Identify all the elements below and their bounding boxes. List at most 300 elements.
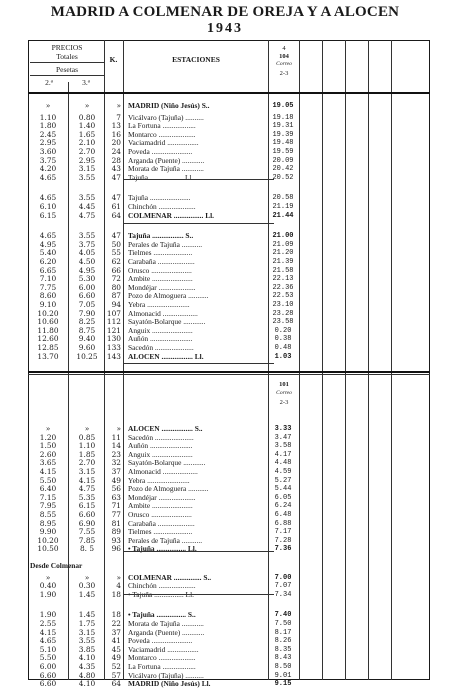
time-value: 19.39 — [272, 130, 294, 139]
price-2nd-class: 1.90 — [39, 610, 57, 620]
time-value: 21.19 — [272, 203, 294, 211]
time-value: 8.26 — [274, 637, 292, 646]
header-class-2: 2.ª — [45, 78, 53, 87]
price-2nd-class: 6.00 — [39, 662, 57, 671]
header-rule — [30, 75, 104, 76]
time-value: 3.58 — [274, 442, 292, 451]
station-name: La Fortuna .................. — [128, 121, 196, 131]
station-name: Yebra ....................... — [128, 300, 190, 309]
station-name: Mondéjar .................... — [128, 492, 196, 502]
price-2nd-class: 7.95 — [39, 501, 57, 511]
header-estaciones: ESTACIONES — [172, 55, 220, 64]
km-value: 47 — [111, 172, 121, 182]
time-value: 20.09 — [272, 156, 294, 165]
section-divider — [28, 374, 430, 375]
time-value: 22.36 — [272, 283, 294, 292]
price-2nd-class: 4.95 — [39, 239, 57, 249]
km-value: 50 — [111, 239, 121, 249]
station-name: Tajuña ...................... — [128, 193, 191, 203]
station-name: Morata de Tajuña ............ — [128, 619, 204, 628]
km-value: 20 — [111, 138, 121, 148]
price-3rd-class: 6.60 — [78, 291, 96, 301]
price-3rd-class: 2.70 — [78, 147, 96, 156]
time-value: 19.18 — [272, 113, 294, 122]
station-name: Yebra ....................... — [128, 475, 190, 485]
km-value: 61 — [111, 202, 121, 211]
price-2nd-class: 2.60 — [39, 449, 57, 459]
km-value: 43 — [111, 164, 121, 174]
page-year: 1943 — [207, 21, 243, 36]
km-value: 72 — [111, 274, 121, 284]
price-2nd-class: 1.80 — [39, 121, 57, 131]
price-3rd-class: 1.45 — [78, 589, 96, 599]
station-name: Chinchón .................... — [128, 202, 196, 211]
price-3rd-class: 6.15 — [78, 501, 96, 511]
km-value: 18 — [111, 589, 121, 599]
price-2nd-class: 5.40 — [39, 248, 57, 258]
price-3rd-class: 5.35 — [78, 492, 96, 502]
price-3rd-class: 6.00 — [78, 282, 96, 292]
price-2nd-class: 1.20 — [39, 432, 57, 442]
station-name: Poveda ...................... — [128, 147, 193, 156]
time-value: 4.17 — [274, 450, 292, 459]
km-value: 121 — [106, 325, 121, 335]
time-value: 3.47 — [274, 433, 292, 442]
price-2nd-class: 8.95 — [39, 518, 57, 528]
price-3rd-class: 2.10 — [78, 138, 96, 148]
price-2nd-class: 10.20 — [37, 535, 59, 545]
price-2nd-class: 1.10 — [39, 112, 57, 122]
station-name: COLMENAR ................ Ll. — [128, 210, 215, 220]
price-2nd-class: 4.15 — [39, 467, 57, 476]
time-value: 21.44 — [272, 211, 294, 220]
km-value: 22 — [111, 619, 121, 628]
price-3rd-class: 3.55 — [78, 231, 96, 241]
price-3rd-class: 1.75 — [78, 619, 96, 628]
station-name: Anguix ...................... — [128, 449, 193, 459]
station-name: Vicálvaro (Tajuña) .......... — [128, 112, 204, 122]
station-name: Sayatón-Bolarque ............ — [128, 317, 206, 327]
header-class-3: 3.ª — [82, 78, 90, 87]
price-3rd-class: 1.65 — [78, 129, 96, 139]
station-name: Orusco ...................... — [128, 265, 192, 275]
station-name: ALOCEN ................. Ll. — [128, 351, 204, 361]
price-2nd-class: 12.60 — [37, 334, 59, 344]
price-2nd-class: 13.70 — [37, 351, 59, 361]
km-value: 77 — [111, 510, 121, 519]
time-value: 0.48 — [274, 344, 292, 352]
price-2nd-class: 4.20 — [39, 164, 57, 174]
km-value: 45 — [111, 644, 121, 654]
km-value: 37 — [111, 467, 121, 476]
price-3rd-class: 7.85 — [78, 535, 96, 545]
station-name: Anguix ...................... — [128, 325, 193, 335]
station-name: Tajuña ................. S.. — [128, 231, 194, 241]
km-value: 47 — [111, 231, 121, 241]
time-value: 5.27 — [274, 476, 292, 485]
price-2nd-class: 5.50 — [39, 653, 57, 663]
price-2nd-class: 12.85 — [37, 343, 59, 352]
header-pesetas: Pesetas — [55, 65, 79, 74]
time-value: 20.42 — [272, 165, 294, 174]
price-2nd-class: 6.20 — [39, 257, 57, 266]
station-name: COLMENAR ............... S.. — [128, 572, 212, 582]
time-value: 21.58 — [272, 266, 294, 275]
price-3rd-class: 0.30 — [78, 581, 96, 591]
price-3rd-class: 7.55 — [78, 527, 96, 537]
train-classes: 2-3 — [279, 399, 289, 406]
price-2nd-class: 6.10 — [39, 202, 57, 211]
station-name: Sacedón ..................... — [128, 343, 194, 352]
km-value: 49 — [111, 653, 121, 663]
price-3rd-class: 0.85 — [78, 432, 96, 442]
km-value: 52 — [111, 662, 121, 671]
column-rule — [68, 82, 69, 680]
price-2nd-class: 7.75 — [39, 282, 57, 292]
price-2nd-class: 6.65 — [39, 265, 57, 275]
time-value: 8.35 — [274, 645, 292, 654]
column-rule — [345, 40, 346, 680]
column-rule — [299, 40, 300, 680]
station-name: Perales de Tajuña ........... — [128, 239, 203, 249]
time-value: 6.05 — [274, 493, 292, 502]
price-3rd-class: 0.80 — [78, 112, 96, 122]
km-value: 14 — [111, 441, 121, 451]
price-2nd-class: 8.60 — [39, 291, 57, 301]
price-3rd-class: 4.15 — [78, 475, 96, 485]
time-value: 9.15 — [274, 680, 292, 689]
station-name: MADRID (Niño Jesús) S.. — [128, 101, 210, 110]
price-2nd-class: 2.45 — [39, 129, 57, 139]
price-2nd-class: 2.55 — [39, 619, 57, 628]
time-value: 8.17 — [274, 628, 292, 637]
price-2nd-class: 4.15 — [39, 627, 57, 637]
time-value: 0.38 — [274, 335, 292, 344]
price-3rd-class: 1.45 — [78, 610, 96, 620]
km-value: 18 — [111, 610, 121, 620]
station-name: Sacedón ..................... — [128, 432, 194, 442]
time-value: 20.52 — [272, 173, 294, 182]
km-value: 130 — [106, 334, 121, 344]
station-name: Pozo de Almoguera ........... — [128, 484, 209, 494]
time-value: 7.50 — [274, 620, 292, 628]
price-3rd-class: 4.45 — [78, 202, 96, 211]
km-value: » — [116, 101, 121, 110]
price-3rd-class: 1.10 — [78, 441, 96, 451]
price-3rd-class: 4.80 — [78, 670, 96, 680]
price-2nd-class: 8.55 — [39, 510, 57, 519]
km-value: 64 — [111, 210, 121, 220]
price-2nd-class: 6.60 — [39, 679, 57, 689]
train-number: 101 — [279, 381, 289, 388]
station-name: Poveda ...................... — [128, 636, 193, 646]
price-3rd-class: 9.40 — [78, 334, 96, 344]
station-name: Tielmes ..................... — [128, 248, 193, 258]
km-value: 37 — [111, 627, 121, 637]
price-2nd-class: 5.10 — [39, 644, 57, 654]
station-name: Ambite ...................... — [128, 501, 193, 511]
station-name: Montarco .................... — [128, 129, 196, 139]
time-value: 7.17 — [274, 528, 292, 537]
price-3rd-class: 5.30 — [78, 274, 96, 284]
km-value: 7 — [116, 112, 121, 122]
price-2nd-class: 6.15 — [39, 210, 57, 220]
price-3rd-class: 7.90 — [78, 308, 96, 318]
km-value: 80 — [111, 282, 121, 292]
price-3rd-class: 4.95 — [78, 265, 96, 275]
price-2nd-class: 4.65 — [39, 231, 57, 241]
time-value: 7.07 — [274, 582, 292, 591]
km-value: 112 — [106, 317, 121, 327]
price-3rd-class: 4.10 — [78, 653, 96, 663]
price-2nd-class: 10.60 — [37, 317, 59, 327]
price-3rd-class: 3.85 — [78, 644, 96, 654]
price-2nd-class: 5.50 — [39, 475, 57, 485]
km-value: 96 — [111, 544, 121, 554]
km-value: 133 — [106, 343, 121, 352]
time-value: 20.58 — [272, 194, 294, 203]
price-2nd-class: 6.40 — [39, 484, 57, 494]
km-value: 56 — [111, 484, 121, 494]
price-2nd-class: » — [45, 424, 51, 433]
price-3rd-class: 8.75 — [78, 325, 96, 335]
time-value: 7.00 — [274, 573, 292, 582]
km-value: 28 — [111, 155, 121, 165]
station-name: Carabaña .................... — [128, 257, 195, 266]
price-3rd-class: 4.75 — [78, 484, 96, 494]
price-3rd-class: 2.70 — [78, 458, 96, 468]
price-2nd-class: » — [45, 101, 51, 110]
station-name: Tielmes ..................... — [128, 527, 193, 537]
price-3rd-class: 1.40 — [78, 121, 96, 131]
km-value: 81 — [111, 518, 121, 528]
price-3rd-class: 3.15 — [78, 164, 96, 174]
price-3rd-class: 6.60 — [78, 510, 96, 519]
km-value: 94 — [111, 300, 121, 309]
train-type: Correo — [276, 390, 292, 396]
price-2nd-class: 11.80 — [37, 325, 59, 335]
header-totales: Totales — [56, 52, 78, 61]
km-value: 89 — [111, 527, 121, 537]
km-value: 55 — [111, 248, 121, 258]
station-name: Morata de Tajuña ............ — [128, 164, 204, 174]
price-3rd-class: 3.55 — [78, 193, 96, 203]
price-3rd-class: 3.75 — [78, 239, 96, 249]
column-rule — [391, 40, 392, 680]
price-3rd-class: 8. 5 — [79, 544, 95, 554]
time-value: 9.01 — [274, 671, 292, 680]
price-3rd-class: 3.55 — [78, 172, 96, 182]
km-value: 93 — [111, 535, 121, 545]
price-3rd-class: 4.05 — [78, 248, 96, 258]
time-value: 23.28 — [272, 309, 294, 318]
price-3rd-class: 8.25 — [78, 317, 96, 327]
price-3rd-class: 2.95 — [78, 155, 96, 165]
km-value: 87 — [111, 291, 121, 301]
km-value: 47 — [111, 193, 121, 203]
km-value: 41 — [111, 636, 121, 646]
km-value: 23 — [111, 449, 121, 459]
price-3rd-class: 9.60 — [78, 343, 96, 352]
station-name: Auñón ....................... — [128, 441, 193, 451]
km-value: » — [116, 572, 121, 582]
price-3rd-class: » — [84, 101, 90, 110]
price-2nd-class: » — [45, 572, 51, 582]
time-value: 7.40 — [274, 611, 292, 620]
time-value: 19.48 — [272, 139, 294, 148]
km-value: 66 — [111, 265, 121, 275]
group-rule — [124, 363, 274, 364]
km-value: 32 — [111, 458, 121, 468]
station-name: MADRID (Niño Jesús) Ll. — [128, 679, 211, 689]
time-value: 22.53 — [272, 292, 294, 301]
time-value: 23.58 — [272, 318, 294, 327]
price-2nd-class: 3.65 — [39, 458, 57, 468]
station-name: Arganda (Puente) ............ — [128, 627, 205, 637]
station-name: Ambite ...................... — [128, 274, 193, 284]
train-classes: 2-3 — [279, 70, 289, 77]
station-name: Almonacid ................... — [128, 308, 198, 318]
km-value: 57 — [111, 670, 121, 680]
station-name: Pozo de Almoguera ........... — [128, 291, 209, 301]
time-value: 6.48 — [274, 511, 292, 519]
price-2nd-class: 9.10 — [39, 300, 57, 309]
km-value: 24 — [111, 147, 121, 156]
km-value: 143 — [106, 351, 121, 361]
km-value: 4 — [116, 581, 121, 591]
price-3rd-class: 6.90 — [78, 518, 96, 528]
km-value: 16 — [111, 129, 121, 139]
km-value: 49 — [111, 475, 121, 485]
price-3rd-class: 1.85 — [78, 449, 96, 459]
header-bottom-rule — [28, 92, 430, 94]
station-name: Tajuña .................. Ll. — [128, 172, 194, 182]
km-value: 11 — [111, 432, 121, 442]
price-2nd-class: 3.75 — [39, 155, 57, 165]
station-name: Perales de Tajuña ........... — [128, 535, 203, 545]
page-title: MADRID A COLMENAR DE OREJA Y A ALOCEN — [50, 4, 400, 20]
price-2nd-class: 1.50 — [39, 441, 57, 451]
price-2nd-class: 2.95 — [39, 138, 57, 148]
price-2nd-class: 6.60 — [39, 670, 57, 680]
time-value: 19.59 — [272, 148, 294, 156]
time-value: 7.34 — [274, 590, 292, 599]
time-value: 23.10 — [272, 301, 294, 309]
column-rule — [322, 40, 323, 680]
time-value: 19.31 — [272, 122, 294, 131]
station-name: Chinchón .................... — [128, 581, 196, 591]
price-2nd-class: 7.10 — [39, 274, 57, 284]
station-name: Mondéjar .................... — [128, 282, 196, 292]
time-value: 6.24 — [274, 502, 292, 511]
time-value: 21.00 — [272, 232, 294, 241]
time-value: 3.33 — [274, 425, 292, 433]
price-3rd-class: 3.55 — [78, 636, 96, 646]
time-value: 8.50 — [274, 663, 292, 671]
price-2nd-class: 0.40 — [39, 581, 57, 591]
km-value: 71 — [111, 501, 121, 511]
price-2nd-class: 3.60 — [39, 147, 57, 156]
station-name: Almonacid ................... — [128, 467, 198, 476]
section-divider — [28, 371, 430, 373]
price-3rd-class: 3.15 — [78, 627, 96, 637]
group-rule — [124, 551, 274, 552]
price-2nd-class: 4.65 — [39, 193, 57, 203]
price-3rd-class: 4.35 — [78, 662, 96, 671]
price-3rd-class: 10.25 — [76, 351, 98, 361]
header-km: K. — [109, 55, 118, 64]
time-value: 21.09 — [272, 240, 294, 249]
price-2nd-class: 4.65 — [39, 636, 57, 646]
time-value: 22.13 — [272, 275, 294, 284]
price-2nd-class: 1.90 — [39, 589, 57, 599]
time-value: 7.36 — [274, 545, 292, 554]
time-value: 0.20 — [274, 326, 292, 335]
time-value: 4.59 — [274, 468, 292, 476]
price-3rd-class: » — [84, 572, 90, 582]
km-value: 13 — [111, 121, 121, 131]
price-3rd-class: 4.75 — [78, 210, 96, 220]
group-rule — [124, 223, 274, 224]
time-value: 7.28 — [274, 536, 292, 545]
section-label: Desde Colmenar — [30, 561, 83, 570]
station-name: Arganda (Puente) ............ — [128, 155, 205, 165]
header-precios: PRECIOS — [51, 43, 83, 52]
price-2nd-class: 7.15 — [39, 492, 57, 502]
km-value: 63 — [111, 492, 121, 502]
station-name: Auñón ....................... — [128, 334, 193, 344]
time-value: 21.20 — [272, 249, 294, 258]
time-value: 8.43 — [274, 654, 292, 663]
km-value: 62 — [111, 257, 121, 266]
time-value: 21.39 — [272, 258, 294, 266]
group-rule — [124, 594, 274, 595]
station-name: Vaciamadrid ................. — [128, 138, 199, 148]
train-number: 4 — [282, 45, 286, 52]
price-2nd-class: 10.20 — [37, 308, 59, 318]
km-value: 64 — [111, 679, 121, 689]
column-rule — [123, 40, 124, 680]
station-name: Vaciamadrid ................. — [128, 644, 199, 654]
km-value: 107 — [106, 308, 121, 318]
station-name: La Fortuna .................. — [128, 662, 196, 671]
price-2nd-class: 4.65 — [39, 172, 57, 182]
station-name: • Tajuña ................ Ll. — [128, 589, 194, 599]
price-3rd-class: 7.05 — [78, 300, 96, 309]
group-rule — [124, 179, 274, 180]
train-type: Correo — [276, 61, 292, 67]
header-rule — [30, 62, 104, 63]
station-name: • Tajuña ................ S.. — [128, 610, 196, 620]
station-name: • Tajuña ................ Ll. — [128, 544, 197, 554]
price-2nd-class: 10.50 — [37, 544, 59, 554]
price-3rd-class: 4.50 — [78, 257, 96, 266]
time-value: 6.88 — [274, 519, 292, 528]
station-name: Vicálvaro (Tajuña) .......... — [128, 670, 204, 680]
price-2nd-class: 9.90 — [39, 527, 57, 537]
time-value: 19.05 — [272, 102, 294, 110]
time-value: 5.44 — [274, 485, 292, 494]
km-value: » — [116, 424, 121, 433]
price-3rd-class: 4.10 — [78, 679, 96, 689]
station-name: Montarco .................... — [128, 653, 196, 663]
column-rule — [368, 40, 369, 680]
station-name: ALOCEN ................. S.. — [128, 424, 203, 433]
station-name: Orusco ...................... — [128, 510, 192, 519]
time-value: 4.48 — [274, 459, 292, 468]
train-number: 104 — [279, 53, 289, 60]
station-name: Carabaña .................... — [128, 518, 195, 528]
